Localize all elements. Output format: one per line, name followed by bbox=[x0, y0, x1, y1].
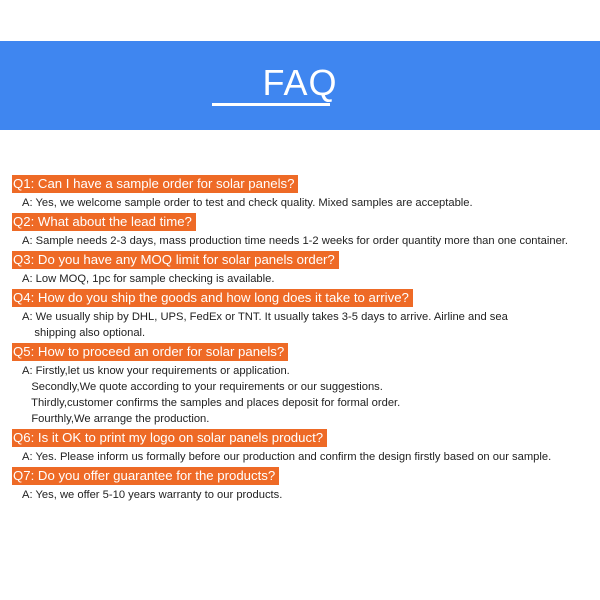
faq-item-7 bbox=[12, 467, 598, 503]
faq-answer: A: Sample needs 2-3 days, mass production time needs 1-2 weeks for order quantity more than one container. bbox=[22, 235, 569, 247]
faq-question: Q2: What about the lead time? bbox=[12, 213, 196, 231]
faq-answer: A: Yes, we welcome sample order to test and check quality. Mixed samples are acceptable. bbox=[22, 197, 473, 209]
faq-header-banner bbox=[0, 41, 600, 130]
title-underline bbox=[212, 103, 330, 106]
faq-question: Q6: Is it OK to print my logo on solar panels product? bbox=[12, 429, 327, 447]
faq-item-1 bbox=[12, 175, 598, 211]
faq-item-5 bbox=[12, 343, 598, 427]
faq-question: Q7: Do you offer guarantee for the products? bbox=[12, 467, 279, 485]
faq-list bbox=[12, 175, 598, 505]
faq-answer: A: Firstly,let us know your requirements or application. Secondly,We quote according to your requirements or our suggestions. Thirdly,customer confirms the samples and places deposit for formal order. Fourthly,We arrange the production. bbox=[22, 365, 401, 425]
faq-question: Q1: Can I have a sample order for solar panels? bbox=[12, 175, 298, 193]
faq-question: Q5: How to proceed an order for solar panels? bbox=[12, 343, 288, 361]
faq-item-3 bbox=[12, 251, 598, 287]
page-title: FAQ bbox=[262, 62, 338, 103]
faq-question: Q4: How do you ship the goods and how long does it take to arrive? bbox=[12, 289, 413, 307]
faq-item-4 bbox=[12, 289, 598, 341]
faq-question: Q3: Do you have any MOQ limit for solar panels order? bbox=[12, 251, 339, 269]
faq-answer: A: Yes, we offer 5-10 years warranty to our products. bbox=[22, 489, 283, 501]
faq-item-2 bbox=[12, 213, 598, 249]
faq-answer: A: Low MOQ, 1pc for sample checking is available. bbox=[22, 273, 275, 285]
faq-answer: A: Yes. Please inform us formally before our production and confirm the design firstly based on our sample. bbox=[22, 451, 552, 463]
faq-item-6 bbox=[12, 429, 598, 465]
faq-answer: A: We usually ship by DHL, UPS, FedEx or TNT. It usually takes 3-5 days to arrive. Airline and sea shipping also optional. bbox=[22, 311, 508, 339]
